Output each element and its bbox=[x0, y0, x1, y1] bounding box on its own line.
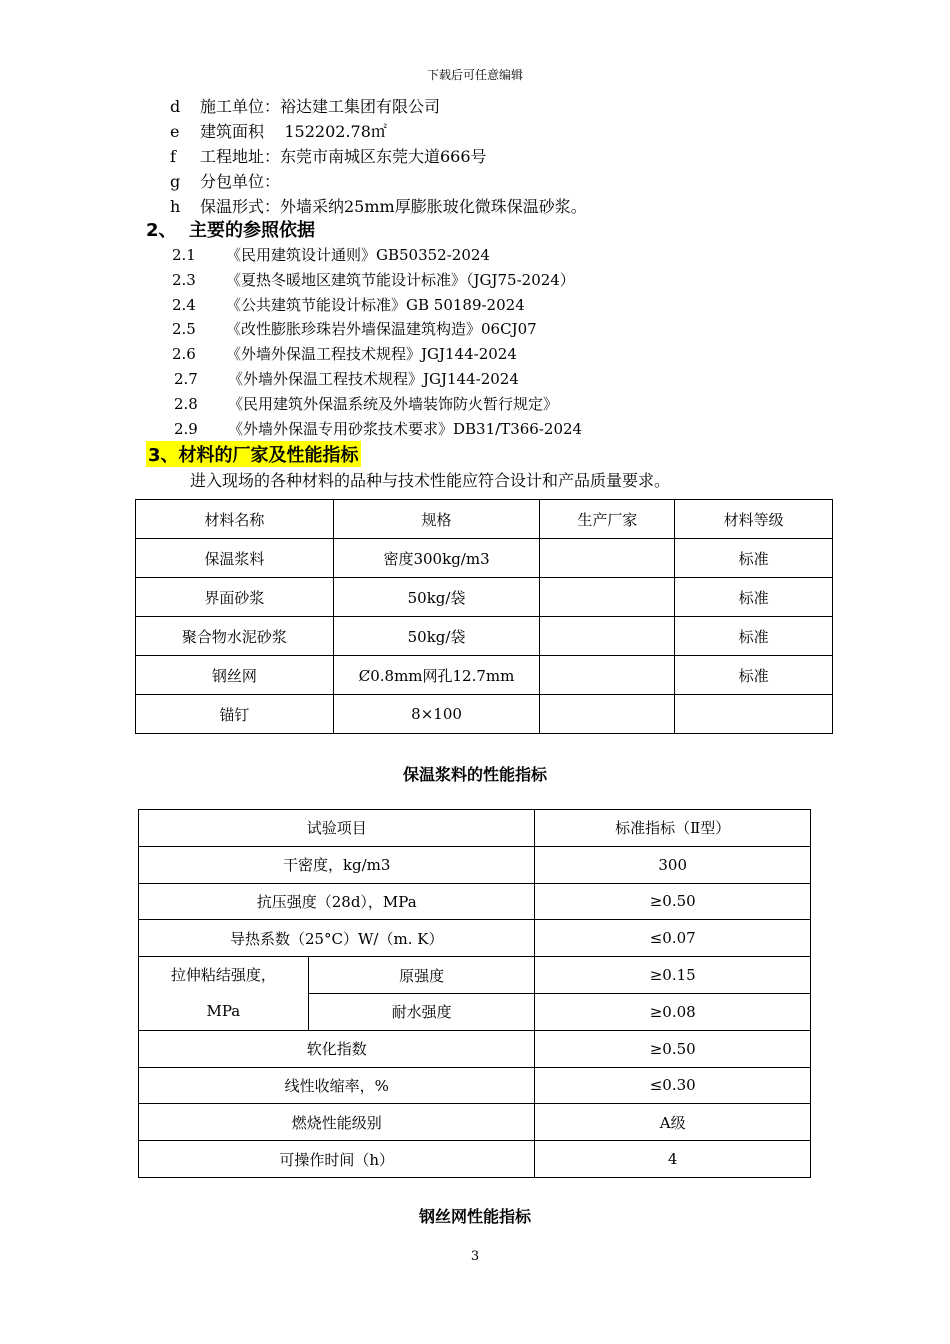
table-cell bbox=[540, 539, 675, 578]
reference-number: 2.7 bbox=[174, 369, 198, 388]
info-item bbox=[170, 144, 587, 169]
table-cell: ≤0.30 bbox=[535, 1067, 811, 1104]
info-text: 保温形式：外墙采纳25mm厚膨胀玻化微珠保温砂浆。 bbox=[200, 197, 587, 216]
table-cell: 标准 bbox=[675, 656, 833, 695]
table-cell: ≥0.08 bbox=[535, 993, 811, 1030]
table-cell: 保温浆料 bbox=[136, 539, 334, 578]
page-header: 下载后可任意编辑 bbox=[426, 68, 523, 82]
reference-number: 2.1 bbox=[172, 246, 196, 264]
header-cell: 材料名称 bbox=[136, 500, 334, 539]
info-text: 工程地址：东莞市南城区东莞大道666号 bbox=[200, 147, 487, 166]
table-cell: 界面砂浆 bbox=[136, 578, 334, 617]
table-row bbox=[136, 578, 833, 617]
project-info-list bbox=[170, 94, 587, 219]
info-item bbox=[170, 119, 587, 144]
reference-number: 2.4 bbox=[172, 295, 196, 314]
table-cell: 密度300kg/m3 bbox=[333, 539, 540, 578]
info-letter: f bbox=[170, 147, 176, 166]
table-cell: 聚合物水泥砂浆 bbox=[136, 617, 334, 656]
table-row bbox=[136, 695, 833, 734]
header-cell: 试验项目 bbox=[139, 810, 535, 847]
info-letter: e bbox=[170, 122, 180, 141]
info-letter: h bbox=[170, 197, 181, 216]
table-cell: 耐水强度 bbox=[308, 993, 535, 1030]
reference-item bbox=[172, 268, 582, 293]
info-text: 分包单位： bbox=[200, 172, 281, 191]
table-cell: ≥0.15 bbox=[535, 957, 811, 994]
info-text: 施工单位：裕达建工集团有限公司 bbox=[200, 97, 441, 116]
reference-item bbox=[172, 293, 582, 318]
table-row bbox=[139, 883, 811, 920]
info-letter: g bbox=[170, 172, 181, 191]
reference-number: 2.8 bbox=[174, 394, 198, 413]
reference-item bbox=[172, 317, 582, 342]
table-row bbox=[136, 656, 833, 695]
table-cell: 导热系数（25°C）W/（m. K） bbox=[139, 920, 535, 957]
section-2-heading: 2、 主要的参照依据 bbox=[146, 220, 316, 241]
table-cell: 软化指数 bbox=[139, 1030, 535, 1067]
table-cell: 干密度，kg/m3 bbox=[139, 846, 535, 883]
table-cell bbox=[540, 695, 675, 734]
reference-text: 《外墙外保温专用砂浆技术要求》DB31/T366-2024 bbox=[228, 419, 583, 438]
reference-list bbox=[172, 243, 582, 441]
reference-text: 《外墙外保温工程技术规程》JGJ144-2024 bbox=[228, 369, 519, 388]
table-row bbox=[139, 920, 811, 957]
reference-text: 《公共建筑节能设计标准》GB 50189-2024 bbox=[226, 295, 525, 314]
header-cell: 标准指标（Ⅱ型） bbox=[535, 810, 811, 847]
table-cell-tensile bbox=[139, 957, 309, 1031]
performance-table-caption: 保温浆料的性能指标 bbox=[402, 765, 547, 784]
table-header-row bbox=[136, 500, 833, 539]
table-cell: Ȼ0.8mm网孔12.7mm bbox=[333, 656, 540, 695]
tensile-label-line2: MPa bbox=[206, 1002, 241, 1021]
table-header-row bbox=[139, 810, 811, 847]
section-3-heading: 3、材料的厂家及性能指标 bbox=[146, 441, 361, 467]
tensile-label-line1: 拉伸粘结强度， bbox=[170, 966, 276, 985]
table-cell: A级 bbox=[535, 1104, 811, 1141]
table-cell: 锚钉 bbox=[136, 695, 334, 734]
table-row bbox=[139, 846, 811, 883]
info-text: 建筑面积 152202.78㎡ bbox=[200, 122, 387, 141]
reference-text: 《改性膨胀珍珠岩外墙保温建筑构造》06CJ07 bbox=[226, 320, 537, 339]
table-row bbox=[136, 617, 833, 656]
table-cell bbox=[540, 656, 675, 695]
reference-number: 2.5 bbox=[172, 320, 196, 339]
header-cell: 规格 bbox=[333, 500, 540, 539]
reference-number: 2.6 bbox=[172, 345, 196, 364]
table-row bbox=[139, 1141, 811, 1178]
reference-item bbox=[172, 243, 582, 268]
table-cell: 线性收缩率，% bbox=[139, 1067, 535, 1104]
table-cell: 抗压强度（28d），MPa bbox=[139, 883, 535, 920]
table-cell: 标准 bbox=[675, 539, 833, 578]
table-cell: 燃烧性能级别 bbox=[139, 1104, 535, 1141]
steel-mesh-caption: 钢丝网性能指标 bbox=[418, 1207, 531, 1226]
table-row bbox=[139, 1104, 811, 1141]
table-cell: ≥0.50 bbox=[535, 1030, 811, 1067]
reference-item bbox=[172, 367, 582, 392]
table-row bbox=[139, 1030, 811, 1067]
table-cell: ≥0.50 bbox=[535, 883, 811, 920]
reference-text: 《夏热冬暖地区建筑节能设计标准》（JGJ75-2024） bbox=[226, 270, 575, 289]
table-row bbox=[139, 1067, 811, 1104]
reference-item bbox=[172, 392, 582, 417]
reference-number: 2.3 bbox=[172, 270, 196, 289]
page-number: 3 bbox=[470, 1249, 480, 1264]
section-3-intro: 进入现场的各种材料的品种与技术性能应符合设计和产品质量要求。 bbox=[190, 471, 671, 490]
table-cell bbox=[540, 578, 675, 617]
table-cell: 300 bbox=[535, 846, 811, 883]
info-letter: d bbox=[170, 97, 181, 116]
reference-text: 《民用建筑外保温系统及外墙装饰防火暂行规定》 bbox=[228, 394, 559, 413]
performance-table bbox=[138, 809, 811, 1178]
reference-number: 2.9 bbox=[174, 419, 198, 438]
table-cell: 标准 bbox=[675, 617, 833, 656]
table-cell: ≤0.07 bbox=[535, 920, 811, 957]
table-cell: 4 bbox=[535, 1141, 811, 1178]
materials-table bbox=[135, 499, 833, 734]
table-cell: 50kg/袋 bbox=[333, 578, 540, 617]
info-item bbox=[170, 94, 587, 119]
table-cell bbox=[675, 695, 833, 734]
table-cell bbox=[540, 617, 675, 656]
reference-text: 《民用建筑设计通则》GB50352-2024 bbox=[226, 246, 490, 264]
table-cell: 8×100 bbox=[333, 695, 540, 734]
reference-item bbox=[172, 342, 582, 367]
reference-item bbox=[172, 417, 582, 442]
table-cell: 50kg/袋 bbox=[333, 617, 540, 656]
table-cell: 标准 bbox=[675, 578, 833, 617]
reference-text: 《外墙外保温工程技术规程》JGJ144-2024 bbox=[226, 345, 517, 364]
table-row bbox=[136, 539, 833, 578]
header-cell: 生产厂家 bbox=[540, 500, 675, 539]
table-row bbox=[139, 957, 811, 994]
table-cell: 可操作时间（h） bbox=[139, 1141, 535, 1178]
info-item bbox=[170, 169, 587, 194]
table-cell: 钢丝网 bbox=[136, 656, 334, 695]
header-cell: 材料等级 bbox=[675, 500, 833, 539]
table-cell: 原强度 bbox=[308, 957, 535, 994]
